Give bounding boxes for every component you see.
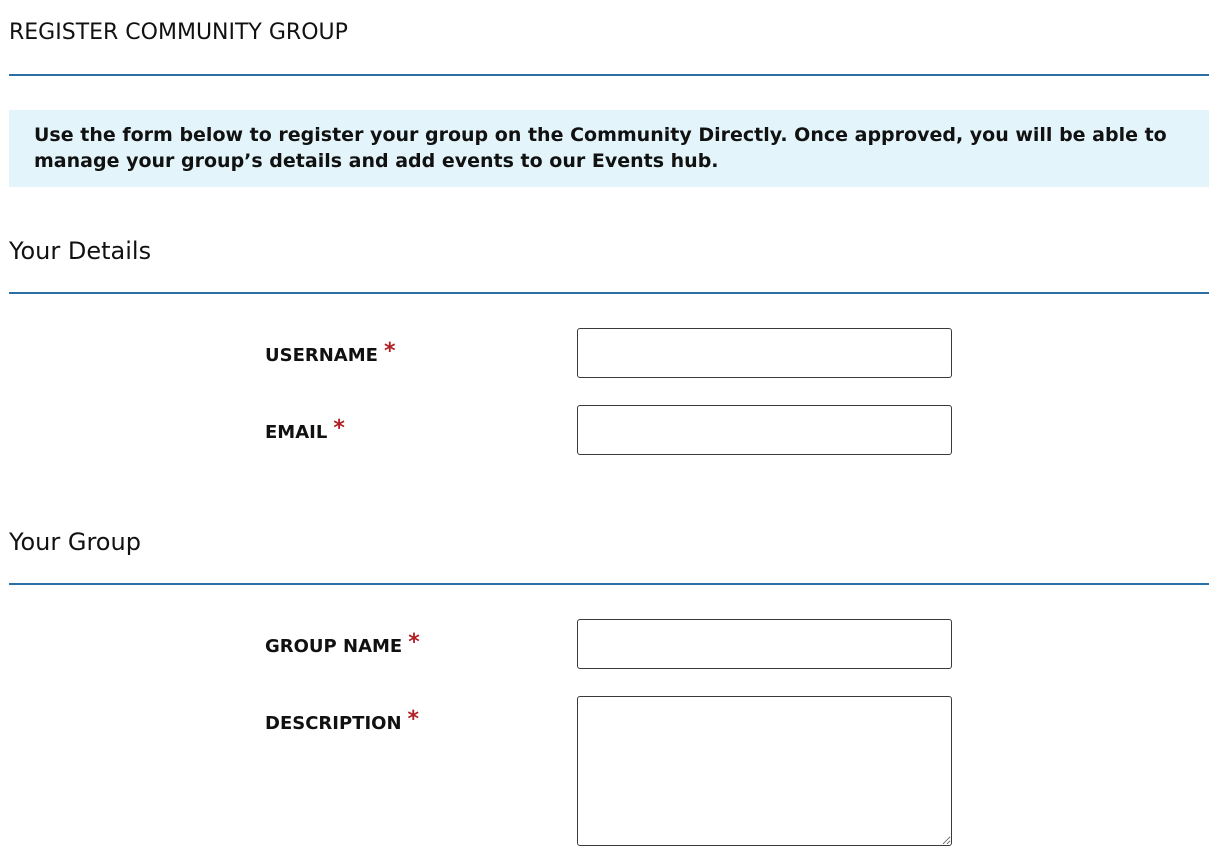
username-label — [265, 339, 396, 367]
email-required-marker: * — [333, 416, 345, 441]
section-heading-your-details: Your Details — [9, 237, 152, 265]
description-required-marker: * — [407, 707, 420, 732]
email-input[interactable] — [577, 405, 952, 455]
username-required-marker: * — [383, 339, 396, 364]
username-input[interactable] — [577, 328, 952, 378]
your-group-divider — [9, 583, 1209, 585]
description-label-text: DESCRIPTION — [265, 713, 402, 734]
title-divider — [9, 74, 1209, 76]
your-details-divider — [9, 292, 1209, 294]
description-label — [265, 707, 420, 735]
description-textarea[interactable] — [577, 696, 952, 846]
section-heading-your-group: Your Group — [9, 528, 141, 556]
email-label — [265, 416, 345, 444]
group-name-required-marker: * — [408, 630, 420, 655]
page-title: REGISTER COMMUNITY GROUP — [9, 20, 348, 45]
info-notice: Use the form below to register your group on the Community Directly. Once approved, you will be able to manage your group’s details and add events to our Events hub. — [9, 110, 1209, 187]
username-label-text: USERNAME — [265, 345, 378, 366]
email-label-text: EMAIL — [265, 422, 328, 443]
group-name-label — [265, 630, 420, 658]
group-name-label-text: GROUP NAME — [265, 636, 403, 657]
group-name-input[interactable] — [577, 619, 952, 669]
